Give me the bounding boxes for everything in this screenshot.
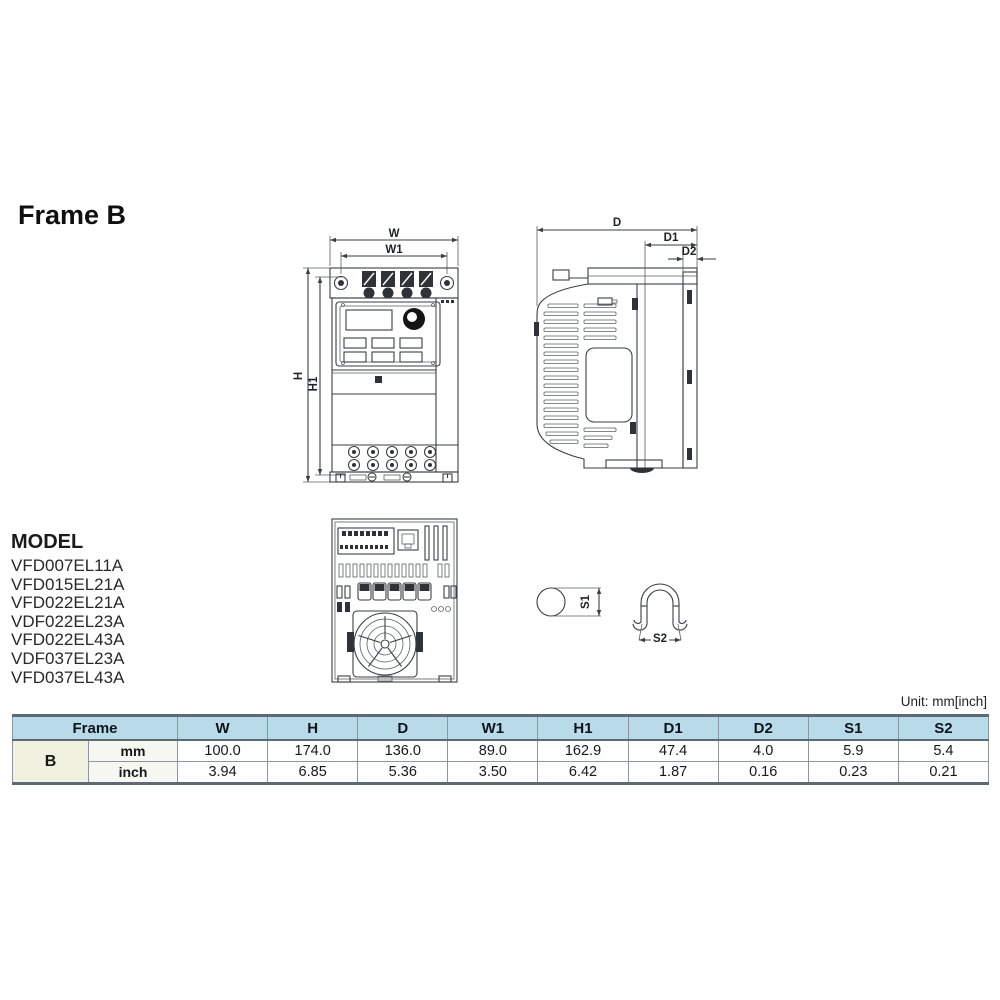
dim-label-d: D: [612, 217, 622, 229]
value-inch-s1: 0.23: [808, 762, 898, 784]
value-mm-h1: 162.9: [538, 740, 628, 762]
cooling-fan: [347, 611, 423, 677]
value-mm-w1: 89.0: [448, 740, 538, 762]
bottom-view-drawing: [306, 510, 484, 696]
column-header-w: W: [178, 716, 268, 741]
value-inch-s2: 0.21: [898, 762, 988, 784]
column-header-h: H: [268, 716, 358, 741]
comm-port: [398, 530, 418, 550]
dimension-table: [12, 714, 989, 785]
page-title: Frame B: [18, 200, 127, 230]
unit-note: Unit: mm[inch]: [900, 694, 987, 709]
column-header-w1: W1: [448, 716, 538, 741]
value-inch-d1: 1.87: [628, 762, 718, 784]
model-item: VFD007EL11A: [11, 556, 124, 575]
value-inch-h: 6.85: [268, 762, 358, 784]
value-mm-w: 100.0: [178, 740, 268, 762]
dim-label-d1: D1: [663, 232, 679, 244]
value-inch-w1: 3.50: [448, 762, 538, 784]
value-mm-d1: 47.4: [628, 740, 718, 762]
value-inch-d2: 0.16: [718, 762, 808, 784]
control-terminal-block: [338, 528, 394, 554]
unit-cell-mm: mm: [89, 740, 178, 762]
column-header-d2: D2: [718, 716, 808, 741]
value-inch-d: 5.36: [358, 762, 448, 784]
column-header-s1: S1: [808, 716, 898, 741]
bottom-terminals: [349, 447, 436, 471]
unit-cell-inch: inch: [89, 762, 178, 784]
s1-detail-drawing: [527, 577, 611, 635]
dim-label-w1: W1: [385, 244, 403, 256]
value-mm-d2: 4.0: [718, 740, 808, 762]
value-mm-d: 136.0: [358, 740, 448, 762]
keypad-display: [346, 310, 392, 330]
side-nameplate: [586, 348, 632, 422]
model-item: VDF037EL23A: [11, 648, 125, 668]
column-header-h1: H1: [538, 716, 628, 741]
dim-label-d2: D2: [681, 246, 697, 258]
front-view-drawing: [286, 226, 480, 490]
model-list-heading: MODEL: [11, 531, 84, 553]
model-item: VFD037EL43A: [11, 667, 125, 687]
side-view-drawing: [518, 214, 728, 490]
model-item: VFD022EL43A: [11, 630, 125, 650]
dim-label-s1: S1: [580, 594, 592, 610]
dim-label-h1: H1: [308, 376, 320, 392]
column-header-d1: D1: [628, 716, 718, 741]
value-mm-h: 174.0: [268, 740, 358, 762]
s2-detail-drawing: [620, 575, 712, 663]
value-mm-s1: 5.9: [808, 740, 898, 762]
model-item: VFD015EL21A: [11, 574, 125, 594]
model-list: [11, 531, 291, 687]
table-header-row: [13, 716, 989, 741]
value-inch-w: 3.94: [178, 762, 268, 784]
keypad-panel: [336, 302, 440, 366]
frame-value-cell: B: [13, 740, 89, 784]
dim-label-h: H: [293, 371, 305, 381]
model-item: VDF022EL23A: [11, 611, 125, 631]
model-item: VFD022EL21A: [11, 593, 125, 613]
vent-slats: [544, 304, 616, 448]
bottom-vent-slats: [339, 564, 449, 577]
top-terminals: [362, 271, 433, 299]
power-terminal-lugs: [358, 583, 431, 600]
column-header-frame: Frame: [13, 716, 178, 741]
value-mm-s2: 5.4: [898, 740, 988, 762]
column-header-s2: S2: [898, 716, 988, 741]
value-inch-h1: 6.42: [538, 762, 628, 784]
mounting-hole-s1: [537, 588, 565, 616]
dim-label-w: W: [388, 228, 400, 240]
table-row-mm: [13, 740, 989, 762]
table-row-inch: [13, 762, 989, 784]
column-header-d: D: [358, 716, 448, 741]
dim-label-s2: S2: [652, 633, 668, 645]
mounting-clip-s2: [633, 584, 687, 630]
